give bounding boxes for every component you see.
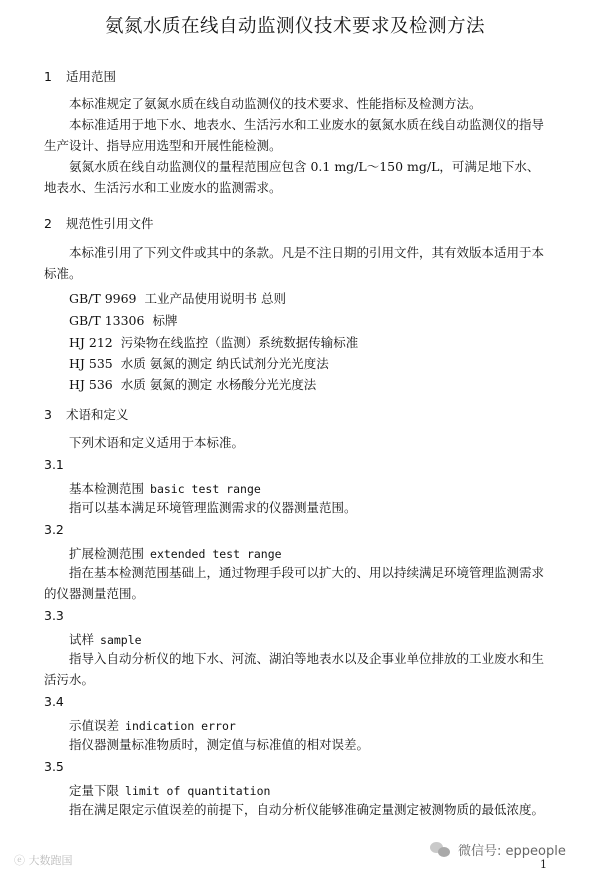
- term-definition: 指导入自动分析仪的地下水、河流、湖泊等地表水以及企事业单位排放的工业废水和生活污水。: [44, 651, 545, 687]
- term-heading: [69, 716, 236, 734]
- term-number: 3.2: [44, 522, 64, 537]
- page-title: 氨氮水质在线自动监测仪技术要求及检测方法: [104, 16, 485, 37]
- term-name: 基本检测范围: [69, 481, 145, 496]
- watermark-left: [14, 852, 73, 868]
- watermark-logo-icon: ⓔ: [14, 854, 25, 867]
- watermark-right: [430, 840, 566, 859]
- term-name: 定量下限: [69, 783, 120, 798]
- reference-code: HJ 535: [69, 356, 113, 371]
- term-english: sample: [100, 633, 142, 647]
- section-number: 3: [44, 407, 52, 422]
- watermark-left-text: 大数跑国: [28, 854, 73, 867]
- wechat-icon: [430, 842, 452, 858]
- paragraph: 本标准适用于地下水、地表水、生活污水和工业废水的氨氮水质在线自动监测仪的指导生产设计、指导应用选型和开展性能检测。: [44, 117, 545, 153]
- term-heading: [69, 630, 142, 648]
- term-english: indication error: [125, 719, 236, 733]
- reference-item: [69, 354, 329, 372]
- paragraph: 氨氮水质在线自动监测仪的量程范围应包含 0.1 mg/L～150 mg/L，可满足地下水、地表水、生活污水和工业废水的监测需求。: [44, 159, 540, 195]
- section-title: 规范性引用文件: [66, 216, 154, 231]
- term-number: 3.5: [44, 759, 64, 774]
- term-english: basic test range: [150, 482, 261, 496]
- reference-code: GB/T 13306: [69, 313, 145, 328]
- term-name: 示值误差: [69, 718, 120, 733]
- reference-item: [69, 289, 286, 307]
- term-definition: 指在基本检测范围基础上，通过物理手段可以扩大的、用以持续满足环境管理监测需求的仪器测量范围。: [44, 565, 545, 601]
- term-name: 扩展检测范围: [69, 546, 145, 561]
- term-definition: 指仪器测量标准物质时，测定值与标准值的相对误差。: [69, 737, 370, 752]
- reference-title: 水质 氨氮的测定 水杨酸分光光度法: [120, 377, 317, 392]
- reference-title: 污染物在线监控（监测）系统数据传输标准: [120, 335, 359, 350]
- paragraph: 下列术语和定义适用于本标准。: [69, 435, 245, 450]
- term-english: extended test range: [150, 547, 282, 561]
- reference-title: 标牌: [152, 313, 178, 328]
- section-heading: [44, 67, 116, 85]
- section-number: 1: [44, 69, 52, 84]
- term-definition: 指在满足限定示值误差的前提下，自动分析仪能够准确定量测定被测物质的最低浓度。: [69, 802, 545, 817]
- term-number: 3.3: [44, 608, 64, 623]
- paragraph: 本标准规定了氨氮水质在线自动监测仪的技术要求、性能指标及检测方法。: [69, 96, 482, 111]
- section-heading: [44, 214, 154, 232]
- section-heading: [44, 405, 129, 423]
- section-title: 适用范围: [66, 69, 117, 84]
- term-english: limit of quantitation: [125, 784, 271, 798]
- term-name: 试样: [69, 632, 95, 647]
- section-number: 2: [44, 216, 52, 231]
- term-heading: [69, 544, 282, 562]
- section-title: 术语和定义: [66, 407, 129, 422]
- reference-title: 水质 氨氮的测定 纳氏试剂分光光度法: [120, 356, 329, 371]
- paragraph: 本标准引用了下列文件或其中的条款。凡是不注日期的引用文件，其有效版本适用于本标准。: [44, 245, 545, 281]
- term-definition: 指可以基本满足环境管理监测需求的仪器测量范围。: [69, 500, 357, 515]
- reference-item: [69, 311, 177, 329]
- reference-code: GB/T 9969: [69, 291, 137, 306]
- term-heading: [69, 479, 261, 497]
- reference-code: HJ 536: [69, 377, 113, 392]
- term-number: 3.4: [44, 694, 64, 709]
- term-number: 3.1: [44, 457, 64, 472]
- term-heading: [69, 781, 270, 799]
- reference-title: 工业产品使用说明书 总则: [144, 291, 286, 306]
- page-number: 1: [540, 858, 547, 871]
- reference-code: HJ 212: [69, 335, 113, 350]
- reference-item: [69, 375, 316, 393]
- wechat-id-text: 微信号: eppeople: [458, 844, 566, 859]
- reference-item: [69, 333, 358, 351]
